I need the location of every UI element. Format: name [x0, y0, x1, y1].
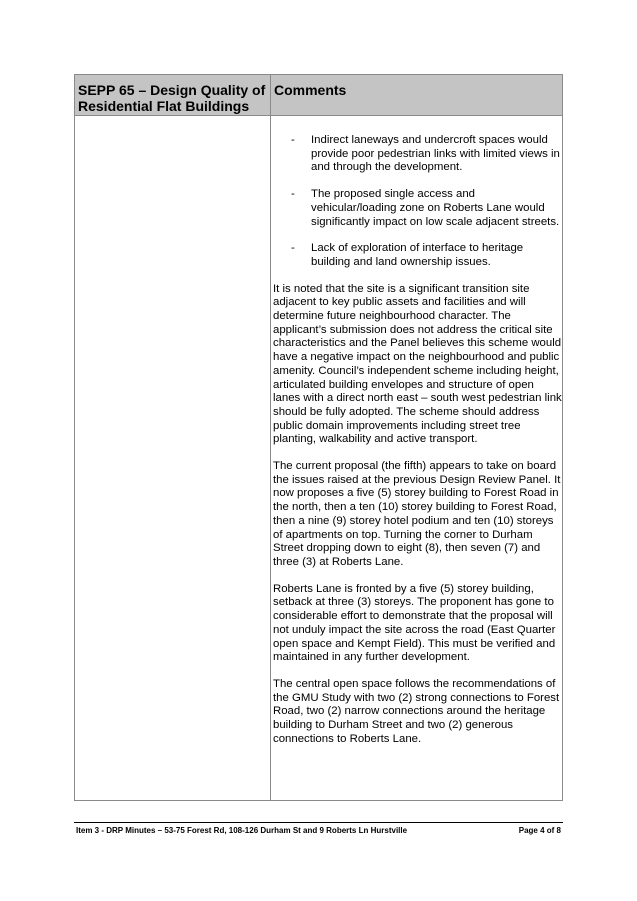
- table-header-row: [75, 75, 562, 116]
- comment-paragraph: It is noted that the site is a significant transition site adjacent to key public assets and facilities and will determine future neighbourhood character. The applicant’s submission does not address the critical site characteristics and the Panel believes this scheme would have a negative impact on the neighbourhood and public amenity. Council’s independent scheme including height, articulated building envelopes and structure of open lanes with a direct north east – south west pedestrian link should be fully adopted. The scheme should address public domain improvements including street tree planting, walkability and active transport.: [273, 282, 562, 446]
- header-comments: Comments: [274, 82, 347, 98]
- footer-document-title: Item 3 - DRP Minutes – 53-75 Forest Rd, 108-126 Durham St and 9 Roberts Ln Hurstville: [76, 826, 408, 835]
- footer-page-number: Page 4 of 8: [518, 826, 561, 835]
- bullet-text: Lack of exploration of interface to heritage building and land ownership issues.: [311, 242, 524, 268]
- comment-paragraph: The current proposal (the fifth) appears to take on board the issues raised at the previous Design Review Panel. It now proposes a five (5) storey building to Forest Road in the north, then a ten (10) storey building to Forest Road, then a nine (9) storey hotel podium and ten (10) storeys of apartments on top. Turning the corner to Durham Street dropping down to eight (8), then seven (7) and three (3) at Roberts Lane.: [273, 460, 561, 568]
- comment-paragraph: Roberts Lane is fronted by a five (5) storey building, setback at three (3) storeys. The proponent has gone to considerable effort to demonstrate that the proposal will not unduly impact the site across the road (East Quarter open space and Kempt Field). This must be verified and maintained in any further development.: [273, 582, 556, 664]
- bullet-text: The proposed single access and vehicular/loading zone on Roberts Lane would significantly impact on low scale adjacent streets.: [311, 188, 560, 228]
- comment-paragraph: The central open space follows the recommendations of the GMU Study with two (2) strong connections to Forest Road, two (2) narrow connections around the heritage building to Durham Street and two (2) generous connections to Roberts Lane.: [273, 677, 560, 745]
- bullet-item: [273, 242, 563, 269]
- comments-cell: [273, 134, 563, 759]
- header-sepp65: SEPP 65 – Design Quality of Residential Flat Buildings: [78, 82, 266, 114]
- bullet-text: Indirect laneways and undercroft spaces would provide poor pedestrian links with limited views in and through the development.: [311, 134, 560, 174]
- footer-rule: [74, 822, 563, 823]
- comments-table: [74, 74, 563, 801]
- bullet-item: [273, 188, 563, 229]
- bullet-item: [273, 134, 563, 175]
- bullet-dash: -: [291, 242, 295, 255]
- bullet-dash: -: [291, 188, 295, 201]
- bullet-dash: -: [291, 134, 295, 146]
- column-divider: [270, 75, 271, 800]
